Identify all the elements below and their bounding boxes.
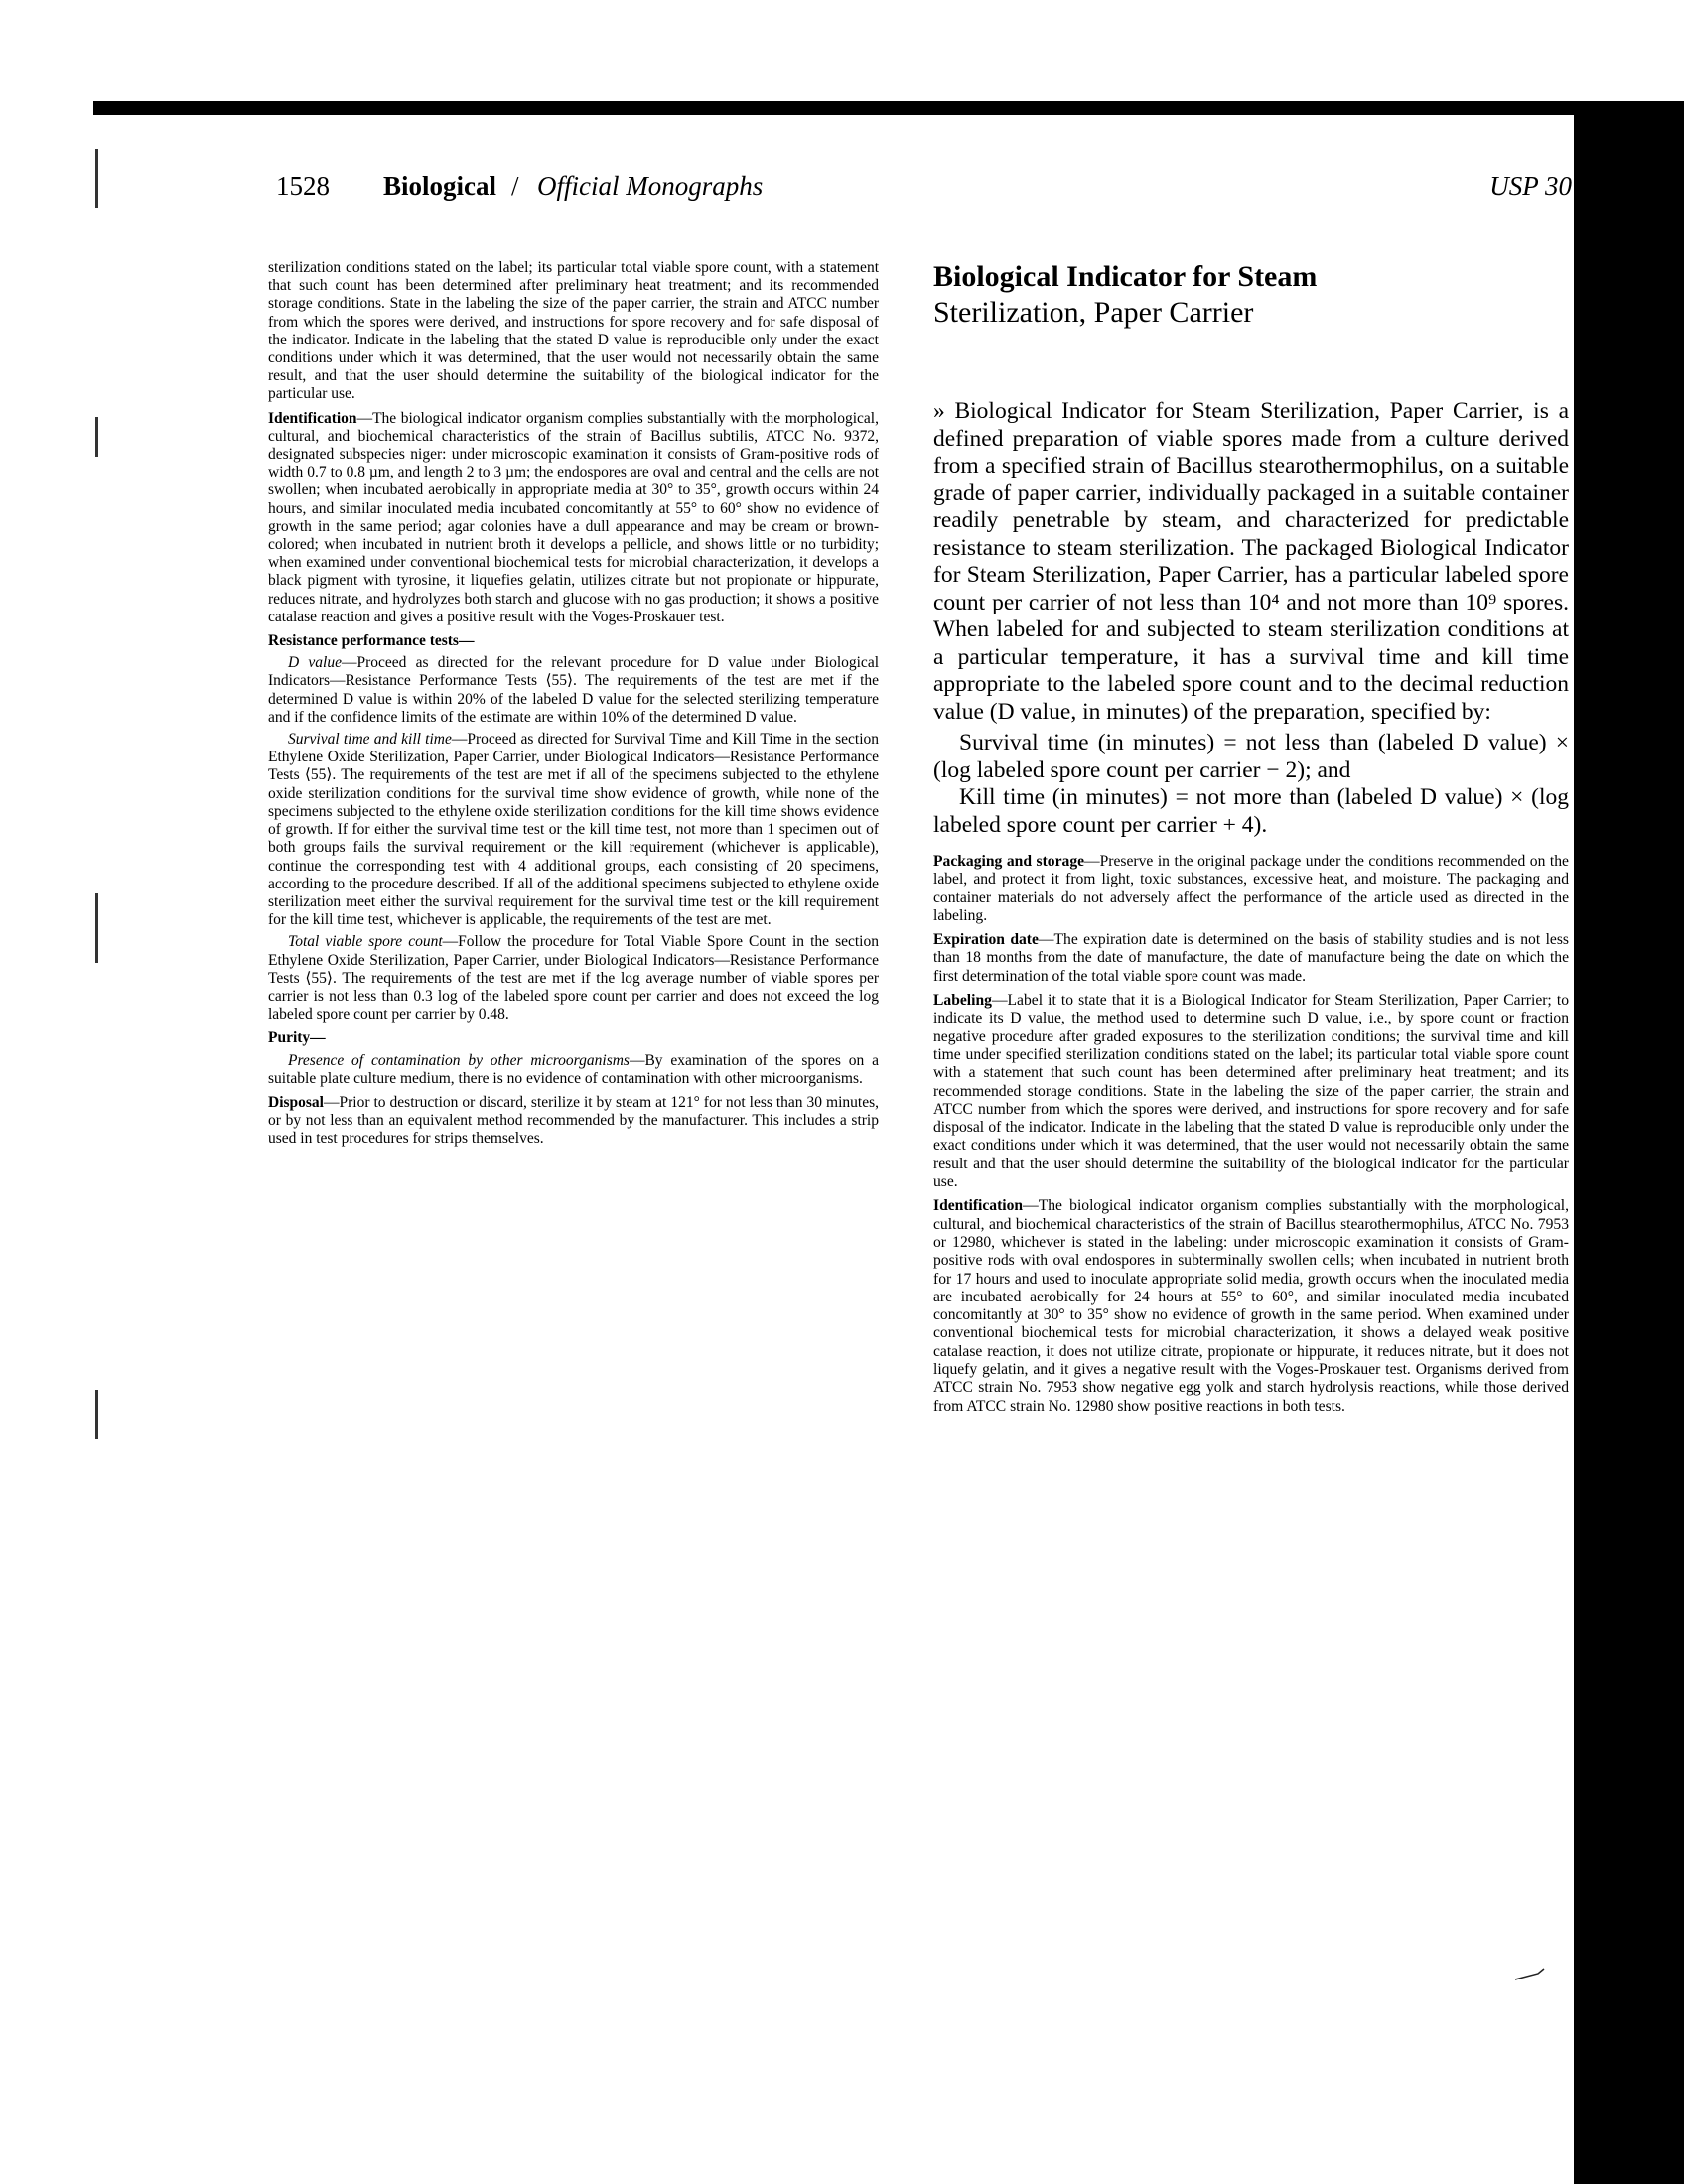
header-separator: /	[511, 171, 519, 201]
packaging-heading: Packaging and storage	[933, 853, 1085, 870]
total-viable-text: —Follow the procedure for Total Viable Spore Count in the section Ethylene Oxide Sterilization, Paper Carrier, under Biological Indicators—Resistance Performance Tests ⟨55⟩. The requirements of the test are met if the log average number of viable spores per carrier is not less than 0.3 log of the labeled spore count per carrier and does not exceed the log labeled spore count per carrier by 0.48.	[268, 933, 879, 1024]
monograph-subtitle: Sterilization, Paper Carrier	[933, 296, 1254, 329]
scan-left-edge-mark	[95, 417, 98, 457]
survival-kill-text: —Proceed as directed for Survival Time and Kill Time in the section Ethylene Oxide Sterilization, Paper Carrier, under Biological Indicators—Resistance Performance Tests ⟨55⟩. The requirements of the test are met if all of the specimens subjected to the ethylene oxide sterilization conditions for the survival time show evidence of growth, while none of the specimens subjected to the ethylene oxide sterilization conditions for the kill time shows evidence of growth. If for either the survival time test or the kill time test, not more than 1 specimen out of both groups fails the survival requirement or the kill requirement (whichever is applicable), continue the corresponding test with 4 additional groups, each consisting of 20 specimens, according to the procedure described. If all of the additional specimens subjected to ethylene oxide sterilization meet either the survival requirement for the survival time test or the kill requirement for the kill time test, whichever is applicable, the requirements of the test are met.	[268, 731, 879, 929]
identification-heading-right: Identification	[933, 1197, 1024, 1215]
scan-left-edge-mark	[95, 893, 98, 963]
identification-text-right: —The biological indicator organism complies substantially with the morphological, cultural, and biochemical characteristics of the strain of Bacillus stearothermophilus, ATCC No. 7953 or 12980, whichever is stated in the labeling: under microscopic examination it consists of Gram-positive rods with oval endospores in subterminally swollen cells; when incubated in nutrient broth for 17 hours and used to inoculate appropriate solid media, growth occurs when the inoculated media are incubated aerobically for 24 hours at 55° to 60°, and similar inoculated media incubated concomitantly at 30° to 35° show no evidence of growth in the same period. When examined under conventional biochemical tests for microbial characterization, it shows a delayed weak positive catalase reaction, it does not utilize citrate, propionate or hippurate, it reduces nitrate, but it does not liquefy gelatin, and it gives a negative result with the Voges-Proskauer test. Organisms derived from ATCC strain No. 7953 show negative egg yolk and starch hydrolysis reactions, while those derived from ATCC strain No. 12980 show positive reactions in both tests.	[933, 1197, 1569, 1415]
monograph-definition: » Biological Indicator for Steam Sterilization, Paper Carrier, is a defined preparation of viable spores made from a culture derived from a specified strain of Bacillus stearothermophilus, on a suitable grade of paper carrier, individually packaged in a suitable container readily penetrable by steam, and characterized for predictable resistance to steam sterilization. The packaged Biological Indicator for Steam Sterilization, Paper Carrier, has a particular labeled spore count per carrier of not less than 10⁴ and not more than 10⁹ spores. When labeled for and subjected to steam sterilization conditions at a particular temperature, it has a survival time and kill time appropriate to the labeled spore count and to the decimal reduction value (D value, in minutes) of the preparation, specified by:	[933, 398, 1569, 725]
section-name: Biological	[383, 171, 496, 201]
d-value-text: —Proceed as directed for the relevant procedure for D value under Biological Indicators—Resistance Performance Tests ⟨55⟩. The requirements of the test are met if the determined D value is within 20% of the labeled D value for the selected sterilizing temperature and if the confidence limits of the estimate are within 10% of the determined D value.	[268, 654, 880, 726]
identification-section-right	[933, 1197, 1569, 1416]
running-header	[276, 163, 1572, 212]
expiration-heading: Expiration date	[933, 931, 1039, 949]
packaging-text: —Preserve in the original package under the conditions recommended on the label, and protect it from light, toxic substances, excessive heat, and moisture. The packaging and container materials do not adversely affect the performance of the article used as directed in the labeling.	[933, 853, 1569, 924]
document-page	[119, 115, 1574, 2184]
expiration-section	[933, 931, 1569, 986]
disposal-text: —Prior to destruction or discard, sterilize it by steam at 121° for not less than 30 minutes, or by not less than an equivalent method recommended by the manufacturer. This includes a strip used in test procedures for strips themselves.	[268, 1093, 879, 1148]
survival-kill-term: Survival time and kill time	[288, 731, 452, 749]
pen-mark	[1514, 1968, 1546, 1981]
identification-section	[268, 410, 879, 626]
scan-left-edge-mark	[95, 1390, 98, 1439]
disposal-heading: Disposal	[268, 1093, 324, 1111]
survival-time-formula: Survival time (in minutes) = not less than (labeled D value) × (log labeled spore count per carrier − 2); and	[933, 730, 1569, 783]
packaging-section	[933, 853, 1569, 925]
identification-heading: Identification	[268, 409, 357, 427]
monograph-title: Biological Indicator for Steam	[933, 260, 1318, 293]
expiration-text: —The expiration date is determined on the basis of stability studies and is not less than 18 months from the date of manufacture, the date of manufacture being the date on which the first determination of the total viable spore count was made.	[933, 931, 1569, 985]
left-column	[268, 259, 879, 1153]
labeling-continued: sterilization conditions stated on the label; its particular total viable spore count, with a statement that such count has been determined after preliminary heat treatment; and its recommended storage conditions. State in the labeling the size of the paper carrier, the strain and ATCC number from which the spores were derived, and instructions for spore recovery and for safe disposal of the indicator. Indicate in the labeling that the stated D value is reproducible only under the exact conditions under which it was determined, that the user would not necessarily obtain the same result, and that the user should determine the suitability of the biological indicator for the particular use.	[268, 259, 879, 403]
survival-kill-paragraph	[268, 731, 879, 929]
total-viable-paragraph	[268, 933, 879, 1024]
scan-left-edge-mark	[95, 149, 98, 208]
labeling-text: —Label it to state that it is a Biological Indicator for Steam Sterilization, Paper Carrier; to indicate its D value, the method used to determine such D value, i.e., by spore count or fraction negative procedure after graded exposures to the sterilization conditions; the survival time and kill time under specified sterilization conditions stated on the label; its particular total viable spore count with a statement that such count has been determined after preliminary heat treatment; and its recommended storage conditions. State in the labeling the size of the paper carrier, the strain and ATCC number from which the spores were derived, and instructions for spore recovery and for safe disposal of the indicator. Indicate in the labeling that the stated D value is reproducible only under the exact conditions under which it was determined, that the user would not necessarily obtain the same result and that the user should determine the suitability of the biological indicator for the particular use.	[933, 992, 1569, 1191]
d-value-paragraph	[268, 654, 879, 727]
resistance-heading: Resistance performance tests—	[268, 632, 475, 650]
monograph-label: Official Monographs	[537, 171, 764, 201]
identification-text: —The biological indicator organism complies substantially with the morphological, cultural, and biochemical characteristics of the strain of Bacillus subtilis, ATCC No. 9372, designated subspecies niger: under microscopic examination it consists of Gram-positive rods of width 0.7 to 0.8 µm, and length 2 to 3 µm; the endospores are oval and central and the cells are not swollen; when incubated aerobically in appropriate media at 30° to 35°, growth occurs within 24 hours, and similar inoculated media incubated concomitantly at 55° to 60° show no evidence of growth in the same period; agar colonies have a dull appearance and may be cream or brown-colored; when incubated in nutrient broth it develops a pellicle, and shows little or no turbidity; when examined under conventional biochemical tests for microbial characterization, it develops a black pigment with tyrosine, it liquefies gelatin, utilizes citrate but not propionate or hippurate, reduces nitrate, and hydrolyzes both starch and glucose with no gas production; it shows a positive catalase reaction and gives a positive result with the Voges-Proskauer test.	[268, 409, 879, 625]
total-viable-term: Total viable spore count	[288, 933, 443, 951]
purity-paragraph	[268, 1052, 879, 1088]
purity-text: —By examination of the spores on a suitable plate culture medium, there is no evidence of contamination with other microorganisms.	[268, 1051, 879, 1087]
d-value-term: D value	[288, 654, 342, 672]
kill-time-formula: Kill time (in minutes) = not more than (labeled D value) × (log labeled spore count per carrier + 4).	[933, 784, 1569, 838]
scan-top-border	[93, 101, 1672, 115]
scan-right-border	[1574, 101, 1684, 2184]
right-column	[933, 259, 1569, 1416]
purity-term: Presence of contamination by other microorganisms	[288, 1051, 630, 1069]
disposal-section	[268, 1094, 879, 1149]
labeling-section	[933, 992, 1569, 1191]
labeling-heading: Labeling	[933, 992, 992, 1010]
page-number: 1528	[276, 171, 330, 201]
purity-heading: Purity—	[268, 1029, 326, 1047]
edition-label: USP 30	[1489, 171, 1572, 201]
